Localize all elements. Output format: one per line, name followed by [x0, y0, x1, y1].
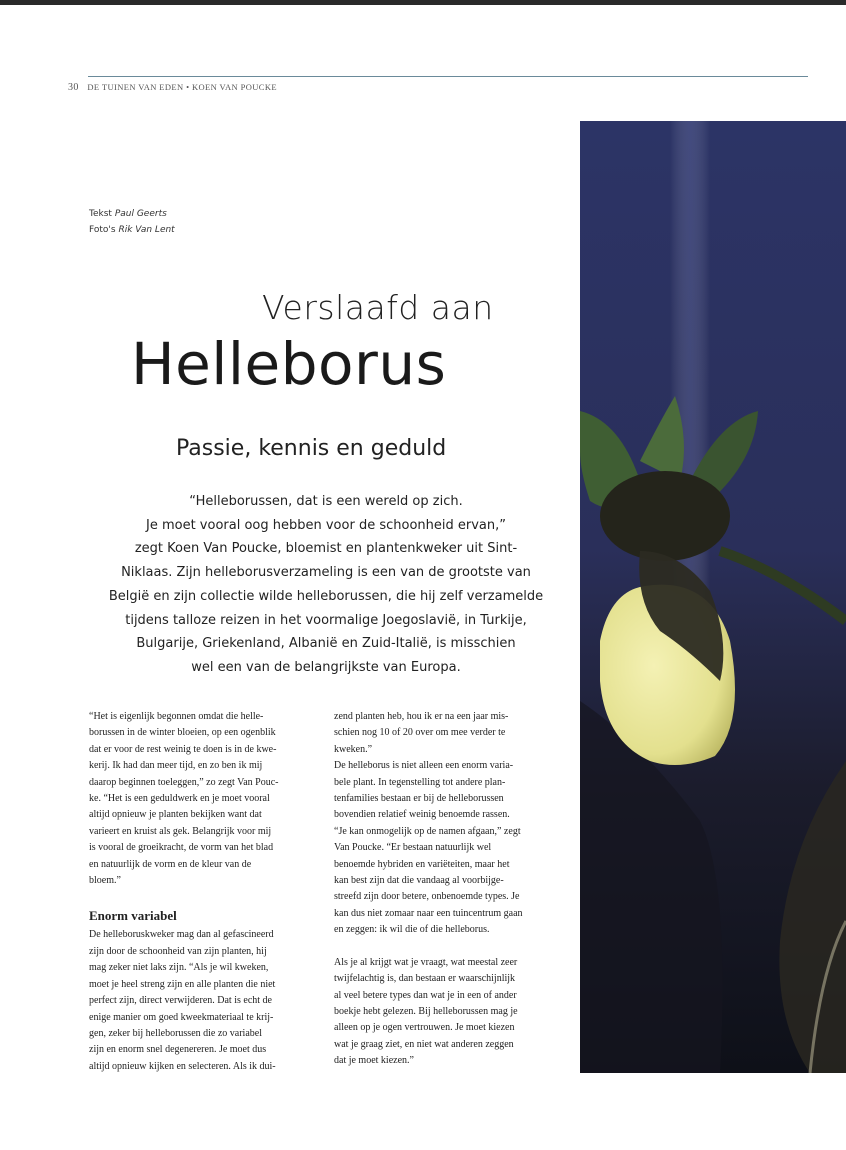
photo-label: Foto's [89, 225, 116, 235]
body-line: kweken.” [334, 743, 373, 755]
intro-line: tijdens talloze reizen in het voormalige Joegoslavië, in Turkije, [125, 612, 527, 628]
paragraph-gap [334, 939, 562, 955]
hellebore-photo [580, 121, 846, 1073]
body-line: “Het is eigenlijk begonnen omdat die helle- [89, 711, 264, 722]
top-border [0, 0, 846, 5]
intro-paragraph [86, 490, 566, 680]
intro-line: zegt Koen Van Poucke, bloemist en plantenkweker uit Sint- [134, 541, 518, 557]
hellebore-flower-image [580, 121, 846, 1073]
body-line: wat je graag ziet, en niet wat anderen zeggen [334, 1038, 514, 1050]
body-line: zijn door de schoonheid van zijn planten, hij [89, 945, 267, 957]
title-line-1: Verslaafd aan [262, 288, 494, 327]
photo-credit [89, 222, 175, 238]
body-line: enige manier om goed kweekmateriaal te krij- [89, 1011, 274, 1023]
text-credit [89, 206, 175, 222]
body-line: gen, zeker bij helleborussen die zo variabel [89, 1027, 262, 1039]
body-line: kerij. Ik had dan meer tijd, en zo ben ik mij [89, 760, 263, 772]
body-line: varieert en kruist als gek. Belangrijk voor mij [89, 825, 272, 837]
column-right [334, 709, 562, 1070]
body-line: altijd opnieuw kijken en selecteren. Als ik dui- [89, 1060, 276, 1072]
body-line: bele plant. In tegenstelling tot andere plan- [334, 776, 506, 788]
body-line: zend planten heb, hou ik er na een jaar mis- [334, 711, 509, 722]
text-author: Paul Geerts [114, 209, 167, 219]
column-left [89, 709, 317, 1075]
intro-line: Bulgarije, Griekenland, Albanië en Zuid-Italië, is misschien [136, 636, 516, 652]
body-line: al veel betere types dan wat je in een of ander [334, 989, 517, 1001]
body-line: moet je heel streng zijn en alle planten die niet [89, 978, 276, 990]
intro-line: “Helleborussen, dat is een wereld op zich. [189, 494, 463, 509]
subtitle: Passie, kennis en geduld [176, 436, 447, 461]
running-title: DE TUINEN VAN EDEN • KOEN VAN POUCKE [87, 82, 278, 92]
body-line: De helleboruskweker mag dan al gefascineerd [89, 929, 274, 941]
body-line: zijn en enorm snel degenereren. Je moet dus [89, 1044, 267, 1056]
body-line: De helleborus is niet alleen een enorm varia- [334, 760, 514, 772]
body-line: is vooral de groeikracht, de vorm van het blad [89, 842, 274, 854]
body-line: “Je kan onmogelijk op de namen afgaan,” zegt [334, 825, 521, 837]
page-number: 30 [68, 82, 79, 93]
body-line: alleen op je ogen vertrouwen. Je moet kiezen [334, 1022, 515, 1034]
body-line: daarop beginnen toeleggen,” zo zegt Van Pouc- [89, 776, 279, 788]
body-line: twijfelachtig is, dan bestaan er waarschijnlijk [334, 973, 516, 985]
body-line: streefd zijn door betere, onbenoemde types. Je [334, 891, 520, 903]
body-line: bovendien relatief weinig benoemde rassen. [334, 809, 510, 821]
body-line: tenfamilies bestaan er bij de helleborussen [334, 793, 504, 805]
intro-line: wel een van de belangrijkste van Europa. [191, 659, 461, 675]
body-line: boekje hebt gelezen. Bij helleborussen mag je [334, 1005, 518, 1017]
paragraph-gap [89, 889, 317, 905]
section-heading: Enorm variabel [89, 908, 177, 924]
intro-line: Niklaas. Zijn helleborusverzameling is een van de grootste van [121, 565, 531, 581]
body-line: en natuurlijk de vorm en de kleur van de [89, 858, 252, 870]
photo-author: Rik Van Lent [118, 225, 175, 235]
body-line: benoemde hybriden en variëteiten, maar het [334, 858, 510, 870]
credits [89, 206, 175, 238]
title-line-2: Helleborus [131, 330, 447, 398]
intro-line: Je moet vooral oog hebben voor de schoonheid ervan,” [146, 517, 506, 533]
body-line: borussen in de winter bloeien, op een ogenblik [89, 727, 276, 739]
body-line: kan dus niet zomaar naar een tuincentrum gaan [334, 907, 523, 919]
body-line: schien nog 10 of 20 over om mee verder te [334, 727, 506, 739]
body-line: en zeggen: ik wil die of die helleborus. [334, 924, 490, 936]
running-header [68, 82, 808, 93]
body-line: dat er voor de rest weinig te doen is in de kwe- [89, 743, 277, 755]
body-line: dat je moet kiezen.” [334, 1055, 414, 1067]
header-rule [88, 76, 808, 77]
body-line: perfect zijn, direct verwijderen. Dat is echt de [89, 995, 272, 1007]
body-line: Van Poucke. “Er bestaan natuurlijk wel [334, 842, 492, 854]
body-line: altijd opnieuw je planten bekijken want dat [89, 809, 262, 821]
body-line: mag zeker niet laks zijn. “Als je wil kweken, [89, 962, 269, 974]
body-line: ke. “Het is een geduldwerk en je moet vooral [89, 793, 270, 805]
text-label: Tekst [89, 209, 112, 219]
bud-sepal [600, 471, 730, 561]
body-line: kan best zijn dat die vandaag al voorbijge- [334, 875, 504, 887]
body-line: bloem.” [89, 875, 121, 887]
intro-line: België en zijn collectie wilde helleborussen, die hij zelf verzamelde [108, 588, 544, 604]
body-line: Als je al krijgt wat je vraagt, wat meestal zeer [334, 956, 518, 968]
